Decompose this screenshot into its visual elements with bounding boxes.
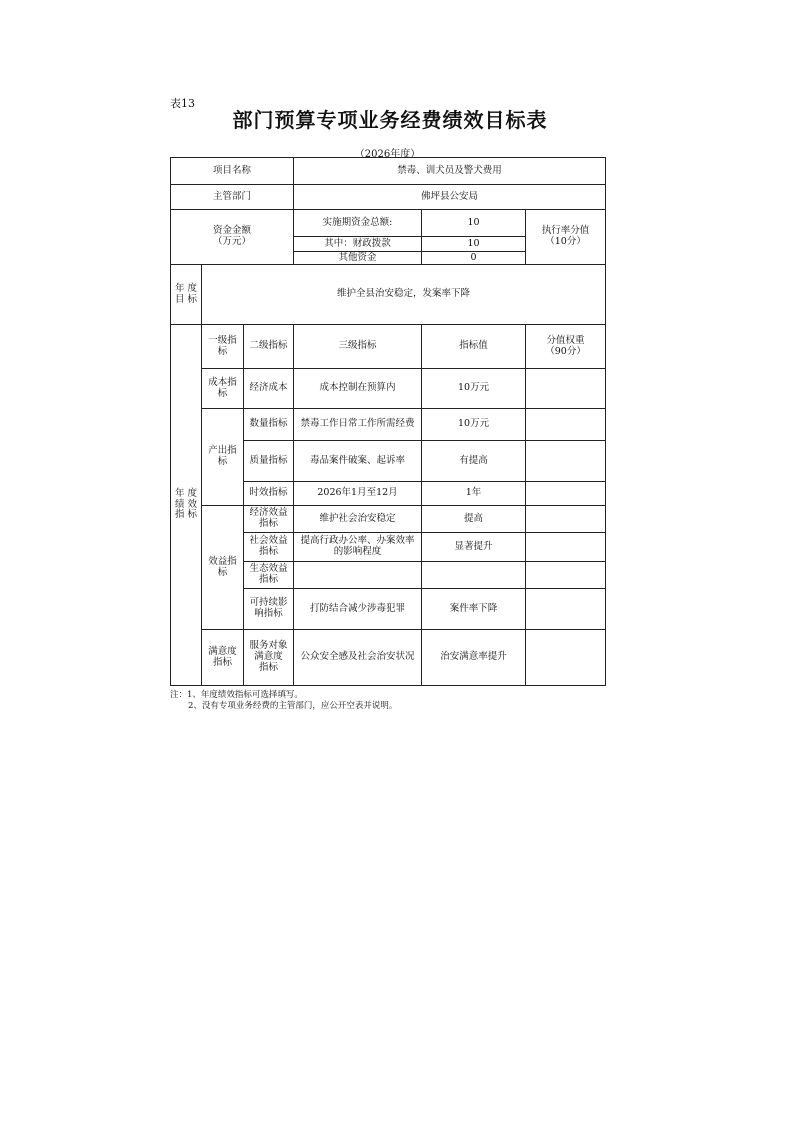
cost-weight xyxy=(526,369,606,409)
row-benefit-economic xyxy=(171,506,606,533)
ecological-level2: 生态效益 指标 xyxy=(244,562,294,589)
annual-goal-value: 维护全县治安稳定，发案率下降 xyxy=(202,265,606,325)
total-funds-label: 实施期资金总额: xyxy=(294,210,422,237)
sustainable-value: 案件率下降 xyxy=(422,589,526,630)
execution-rate-score: 执行率分值 （10分） xyxy=(526,210,606,265)
timeliness-level2: 时效指标 xyxy=(244,482,294,506)
row-indicator-headers xyxy=(171,325,606,369)
footnotes xyxy=(170,690,397,713)
fiscal-allocation-label: 其中：财政拨款 xyxy=(294,237,422,252)
satisfaction-indicator-label: 满意度 指标 xyxy=(202,630,244,686)
timeliness-weight xyxy=(526,482,606,506)
satisfaction-value: 治安满意率提升 xyxy=(422,630,526,686)
table-number: 表13 xyxy=(170,97,195,110)
social-level3: 提高行政办公率、办案效率的影响程度 xyxy=(294,533,422,562)
row-satisfaction xyxy=(171,630,606,686)
total-funds-value: 10 xyxy=(422,210,526,237)
quantity-level3: 禁毒工作日常工作所需经费 xyxy=(294,409,422,441)
social-weight xyxy=(526,533,606,562)
ecological-weight xyxy=(526,562,606,589)
economic-weight xyxy=(526,506,606,533)
header-level1: 一级指 标 xyxy=(202,325,244,369)
performance-target-table xyxy=(170,157,606,686)
fiscal-year: （2026年度） xyxy=(354,149,421,160)
header-level3: 三级指标 xyxy=(294,325,422,369)
header-level2: 二级指标 xyxy=(244,325,294,369)
satisfaction-level3: 公众安全感及社会治安状况 xyxy=(294,630,422,686)
quality-level3: 毒品案件破案、起诉率 xyxy=(294,441,422,482)
benefit-indicator-label: 效益指 标 xyxy=(202,506,244,630)
social-level2: 社会效益 指标 xyxy=(244,533,294,562)
output-indicator-label: 产出指 标 xyxy=(202,409,244,506)
department-value: 佛坪县公安局 xyxy=(294,185,606,210)
sustainable-weight xyxy=(526,589,606,630)
timeliness-level3: 2026年1月至12月 xyxy=(294,482,422,506)
row-project-name xyxy=(171,158,606,185)
cost-level2: 经济成本 xyxy=(244,369,294,409)
footnote-1: 注：1、年度绩效指标可选择填写。 xyxy=(170,690,303,700)
timeliness-value: 1年 xyxy=(422,482,526,506)
page-title: 部门预算专项业务经费绩效目标表 xyxy=(232,108,548,132)
sustainable-level2: 可持续影 响指标 xyxy=(244,589,294,630)
other-funds-value: 0 xyxy=(422,252,526,265)
sustainable-level3: 打防结合减少涉毒犯罪 xyxy=(294,589,422,630)
economic-value: 提高 xyxy=(422,506,526,533)
row-cost xyxy=(171,369,606,409)
header-value: 指标值 xyxy=(422,325,526,369)
other-funds-label: 其他资金 xyxy=(294,252,422,265)
satisfaction-level2: 服务对象 满意度 指标 xyxy=(244,630,294,686)
quality-weight xyxy=(526,441,606,482)
department-label: 主管部门 xyxy=(171,185,294,210)
fiscal-allocation-value: 10 xyxy=(422,237,526,252)
quantity-value: 10万元 xyxy=(422,409,526,441)
footnote-2: 2、没有专项业务经费的主管部门，应公开空表并说明。 xyxy=(188,701,398,712)
quality-value: 有提高 xyxy=(422,441,526,482)
row-funds-total xyxy=(171,210,606,237)
ecological-level3 xyxy=(294,562,422,589)
quantity-weight xyxy=(526,409,606,441)
funds-label: 资金金额 （万元） xyxy=(171,210,294,265)
project-name-value: 禁毒、训犬员及警犬费用 xyxy=(294,158,606,185)
row-annual-goal xyxy=(171,265,606,325)
annual-goal-label: 年 度 目 标 xyxy=(171,265,202,325)
row-output-quantity xyxy=(171,409,606,441)
satisfaction-weight xyxy=(526,630,606,686)
cost-value: 10万元 xyxy=(422,369,526,409)
quality-level2: 质量指标 xyxy=(244,441,294,482)
cost-indicator-label: 成本指 标 xyxy=(202,369,244,409)
project-name-label: 项目名称 xyxy=(171,158,294,185)
economic-level3: 维护社会治安稳定 xyxy=(294,506,422,533)
quantity-level2: 数量指标 xyxy=(244,409,294,441)
row-department xyxy=(171,185,606,210)
cost-level3: 成本控制在预算内 xyxy=(294,369,422,409)
annual-indicator-label: 年 度 绩 效 指 标 xyxy=(171,325,202,686)
ecological-value xyxy=(422,562,526,589)
social-value: 显著提升 xyxy=(422,533,526,562)
economic-level2: 经济效益 指标 xyxy=(244,506,294,533)
header-weight: 分值权重 （90分） xyxy=(526,325,606,369)
